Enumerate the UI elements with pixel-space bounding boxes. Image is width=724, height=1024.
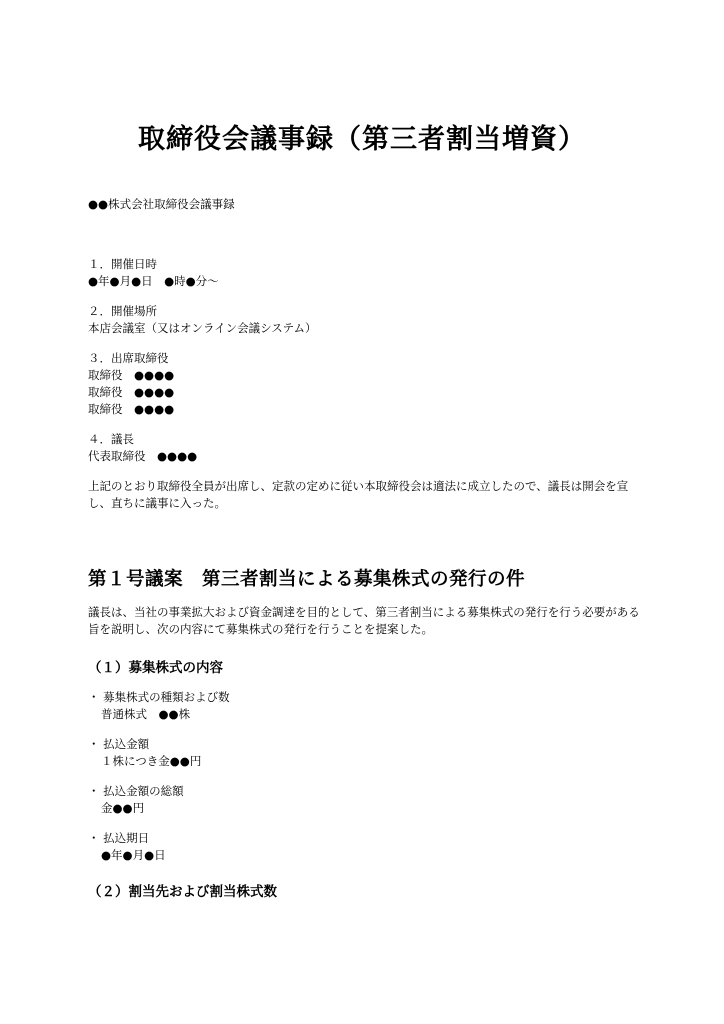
opening-statement: 上記のとおり取締役全員が出席し、定款の定めに従い本取締役会は適法に成立したので、議長は開会を宣し、直ちに議事に入った。 — [88, 479, 629, 510]
section-heading-datetime: １．開催日時 — [88, 257, 157, 271]
section-heading-attending-directors: ３．出席取締役 — [88, 351, 169, 365]
agenda-description: 議長は、当社の事業拡大および資金調達を目的として、第三者割当による募集株式の発行を行う必要がある旨を説明し、次の内容にて募集株式の発行を行うことを提案した。 — [88, 605, 640, 636]
section-heading-venue: ２．開催場所 — [88, 304, 157, 318]
item-total-amount-label: ・ 払込金額の総額 — [88, 784, 184, 798]
agenda-title: 第１号議案 第三者割当による募集株式の発行の件 — [88, 569, 526, 590]
attending-director-2: 取締役 ●●●● — [88, 385, 175, 399]
section-heading-chairperson: ４．議長 — [88, 432, 134, 446]
chairperson-value: 代表取締役 ●●●● — [88, 449, 198, 463]
item-payment-amount-value: １株につき金●●円 — [101, 754, 202, 768]
item-share-class-value: 普通株式 ●●株 — [101, 707, 191, 721]
attending-director-1: 取締役 ●●●● — [88, 368, 175, 382]
item-share-class-label: ・ 募集株式の種類および数 — [88, 690, 230, 704]
item-payment-date-value: ●年●月●日 — [101, 848, 166, 862]
item-payment-amount-label: ・ 払込金額 — [88, 737, 150, 751]
section-datetime-value: ●年●月●日 ●時●分～ — [88, 274, 219, 288]
section-venue-value: 本店会議室（又はオンライン会議システム） — [88, 321, 317, 335]
item-payment-date-label: ・ 払込期日 — [88, 831, 150, 845]
company-minutes-subtitle: ●●株式会社取締役会議事録 — [88, 197, 235, 211]
attending-director-3: 取締役 ●●●● — [88, 402, 175, 416]
subsection-allottees: （２）割当先および割当株式数 — [88, 884, 277, 900]
document-title: 取締役会議事録（第三者割当増資） — [138, 124, 586, 155]
item-total-amount-value: 金●●円 — [101, 801, 145, 815]
subsection-offering-details: （１）募集株式の内容 — [88, 660, 223, 676]
